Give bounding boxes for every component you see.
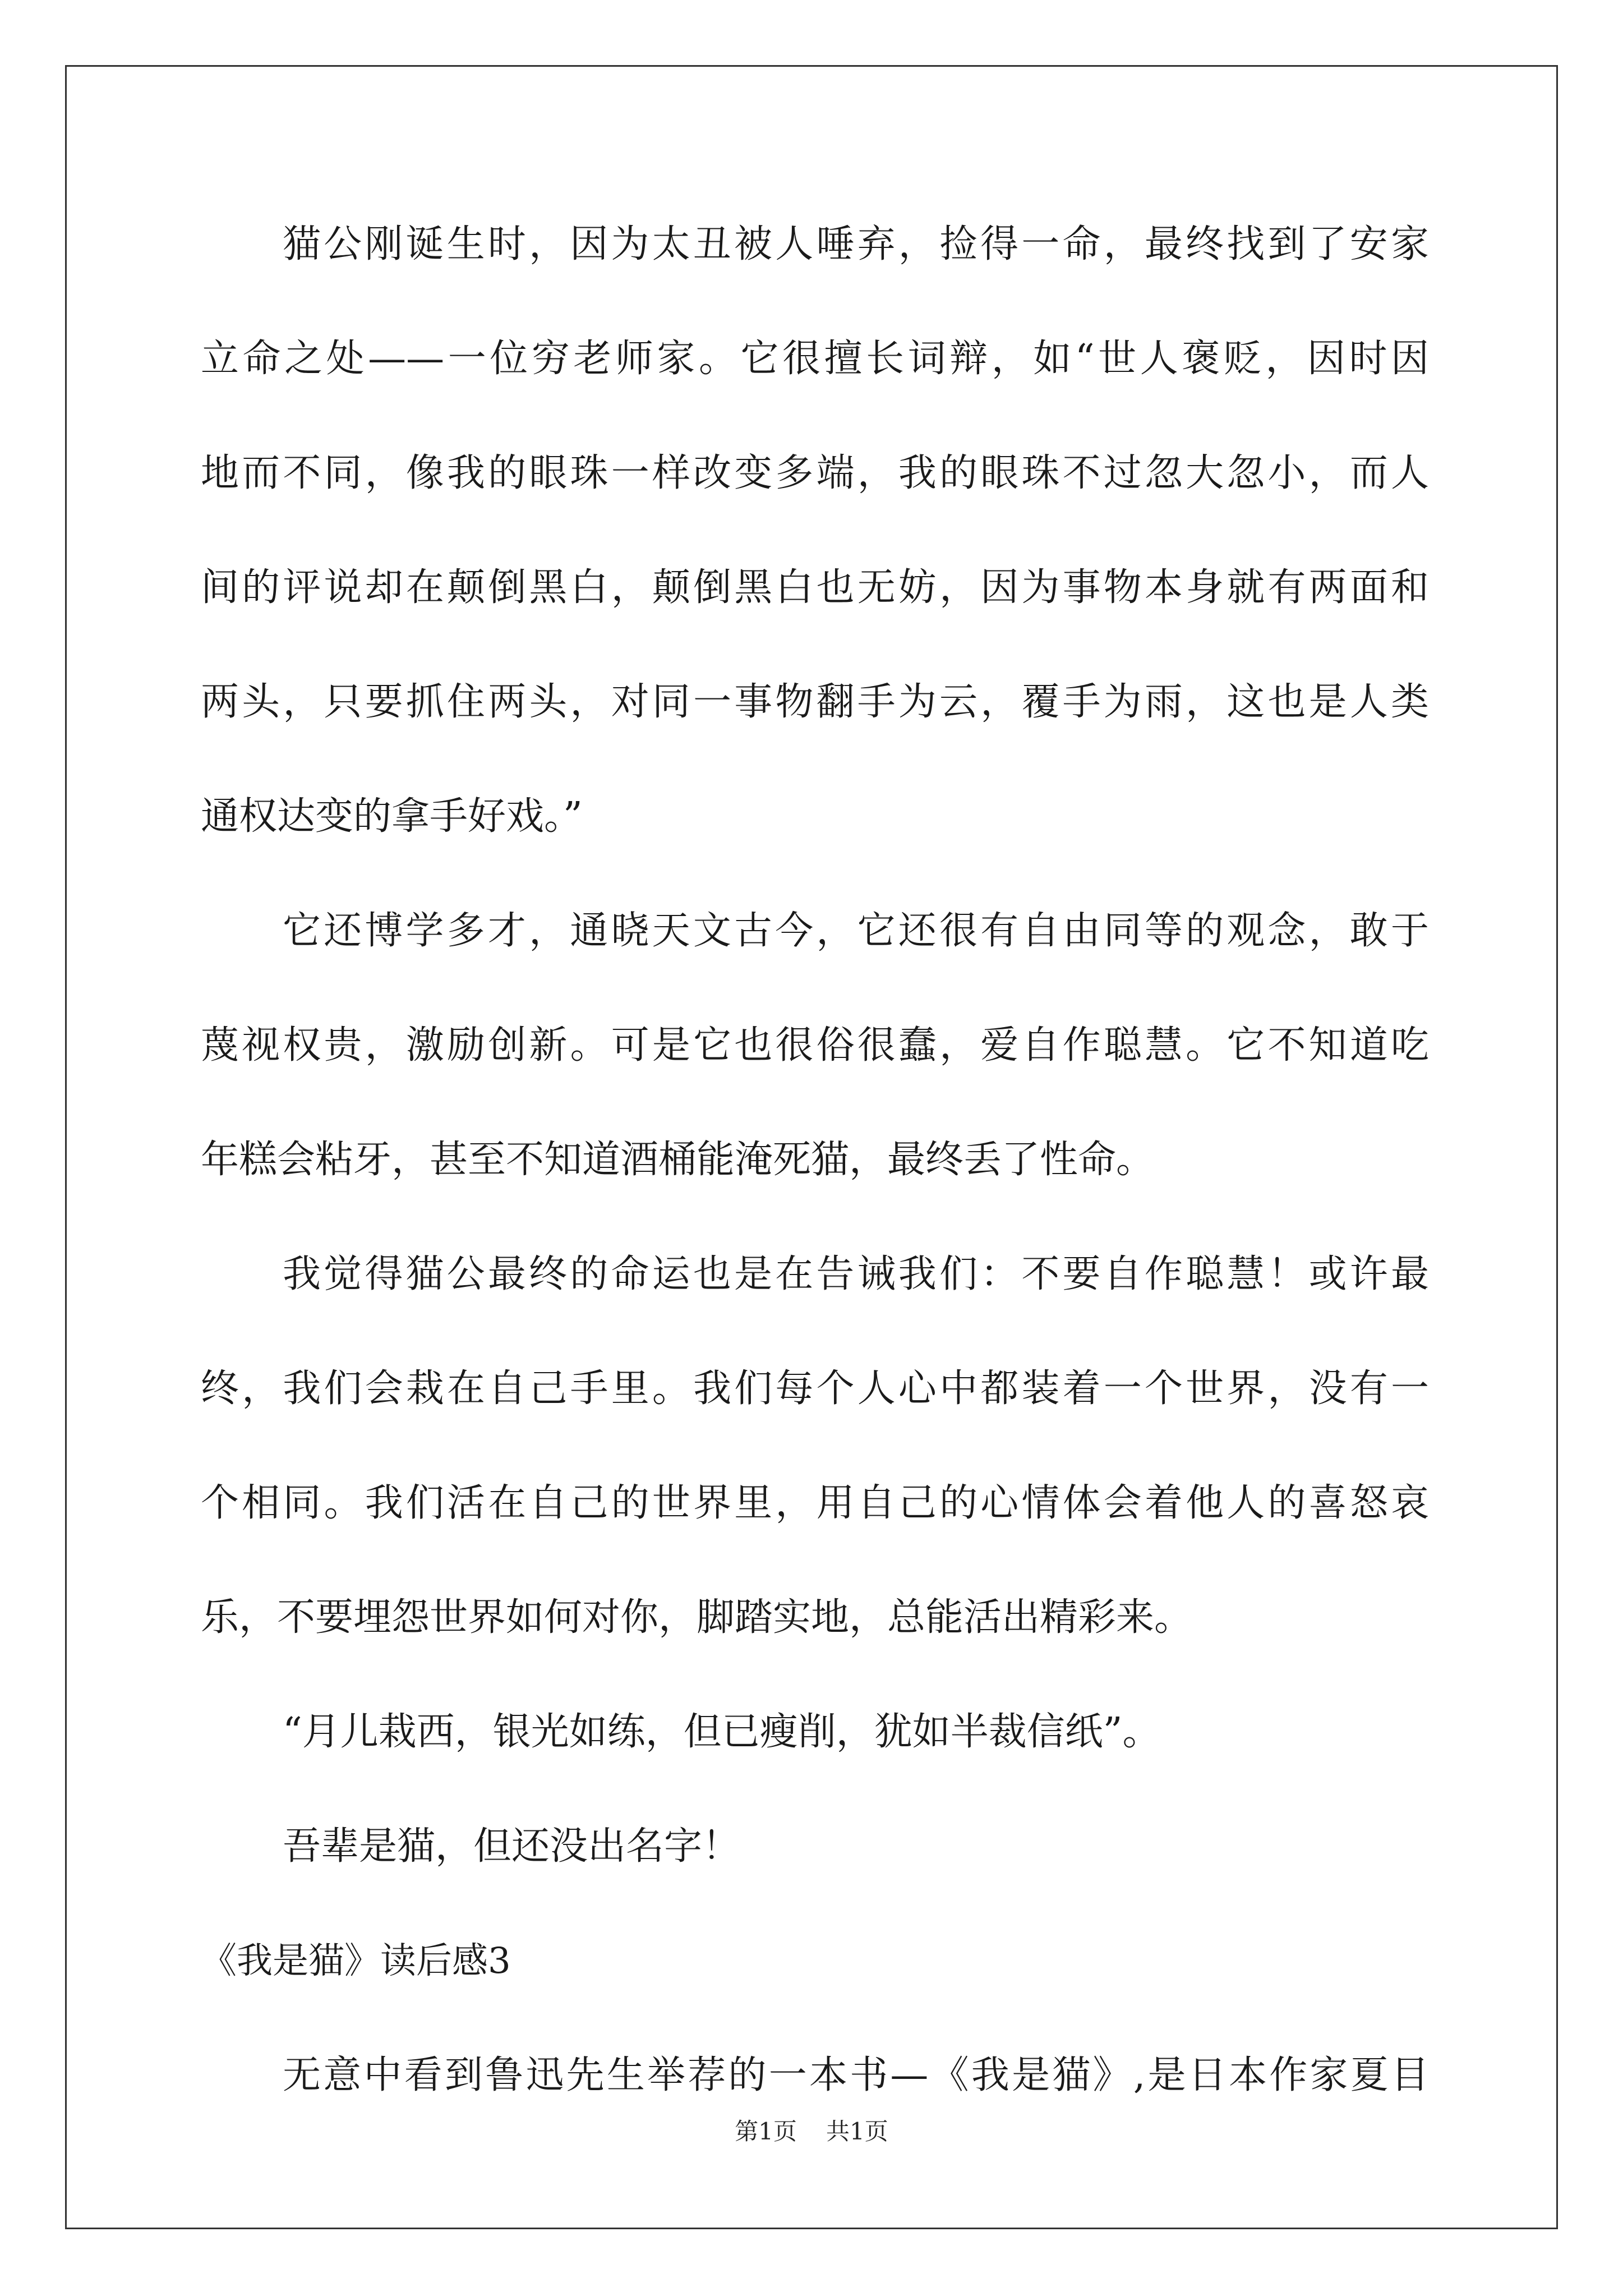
- paragraph-3-line-1: 我觉得猫公最终的命运也是在告诫我们：不要自作聪慧！或许最: [283, 1252, 1429, 1296]
- page-number: 第1页: [735, 2118, 797, 2145]
- paragraph-4-line-1: 无意中看到鲁迅先生举荐的一本书—《我是猫》,是日本作家夏目: [283, 2053, 1429, 2097]
- section-heading: 《我是猫》读后感3: [201, 1940, 511, 1982]
- paragraph-2-line-2: 蔑视权贵，激励创新。可是它也很俗很蠢，爱自作聪慧。它不知道吃: [201, 1023, 1429, 1068]
- paragraph-1-line-2: 立命之处——一位穷老师家。它很擅长词辩，如“世人褒贬，因时因: [201, 337, 1429, 381]
- paragraph-3-line-4: 乐，不要埋怨世界如何对你，脚踏实地，总能活出精彩来。: [201, 1595, 1193, 1640]
- paragraph-1-line-3: 地而不同，像我的眼珠一样改变多端，我的眼珠不过忽大忽小，而人: [201, 451, 1429, 495]
- paragraph-3-line-2: 终，我们会栽在自己手里。我们每个人心中都装着一个世界，没有一: [201, 1366, 1429, 1411]
- paragraph-2-line-3: 年糕会粘牙，甚至不知道酒桶能淹死猫，最终丢了性命。: [201, 1138, 1155, 1182]
- paragraph-1-line-5: 两头，只要抓住两头，对同一事物翻手为云，覆手为雨，这也是人类: [201, 680, 1429, 724]
- paragraph-1-line-4: 间的评说却在颠倒黑白，颠倒黑白也无妨，因为事物本身就有两面和: [201, 565, 1429, 610]
- paragraph-2-line-1: 它还博学多才，通晓天文古今，它还很有自由同等的观念，敢于: [283, 909, 1429, 953]
- paragraph-3-line-3: 个相同。我们活在自己的世界里，用自己的心情体会着他人的喜怒哀: [201, 1481, 1429, 1525]
- quote-line: “月儿栽西，银光如练，但已瘦削，犹如半裁信纸”。: [283, 1710, 1161, 1754]
- paragraph-1-line-1: 猫公刚诞生时，因为太丑被人唾弃，捡得一命，最终找到了安家: [283, 222, 1429, 266]
- total-pages: 共1页: [826, 2118, 888, 2145]
- closing-line: 吾辈是猫，但还没出名字！: [283, 1824, 741, 1869]
- page-footer: [0, 2115, 1623, 2148]
- paragraph-1-line-6: 通权达变的拿手好戏。”: [201, 794, 583, 839]
